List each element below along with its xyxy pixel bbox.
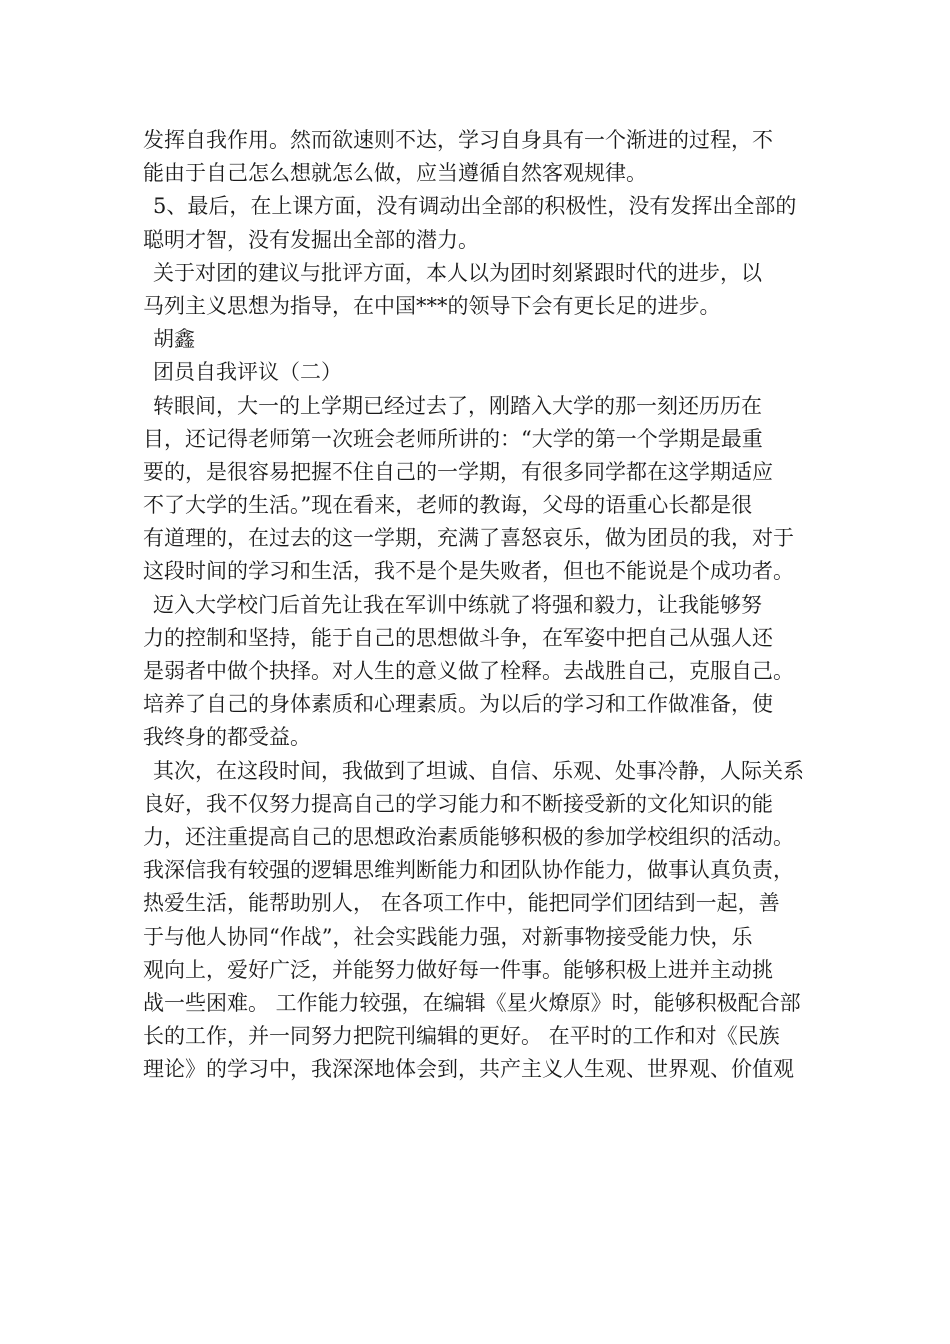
text-line: 马列主义思想为指导，在中国***的领导下会有更长足的进步。 (143, 293, 721, 318)
text-line: 力的控制和坚持，能于自己的思想做斗争，在军姿中把自己从强人还 (143, 625, 773, 650)
text-line: 不了大学的生活。”现在看来，老师的教诲，父母的语重心长都是很 (143, 493, 753, 518)
text-line: 长的工作，并一同努力把院刊编辑的更好。 在平时的工作和对《民族 (143, 1024, 780, 1049)
text-line: 培养了自己的身体素质和心理素质。为以后的学习和工作做准备，使 (143, 692, 773, 717)
text-line: 聪明才智，没有发掘出全部的潜力。 (143, 227, 479, 252)
text-line: 是弱者中做个抉择。对人生的意义做了栓释。去战胜自己，克服自己。 (143, 659, 794, 683)
text-line: 转眼间，大一的上学期已经过去了，刚踏入大学的那一刻还历历在 (153, 393, 762, 418)
document-body (143, 124, 823, 1086)
text-line: 理论》的学习中，我深深地体会到，共产主义人生观、世界观、价值观 (143, 1057, 794, 1082)
section-title: 团员自我评议（二） (153, 360, 342, 385)
text-line: 能由于自己怎么想就怎么做，应当遵循自然客观规律。 (143, 161, 647, 186)
text-line: 我深信我有较强的逻辑思维判断能力和团队协作能力，做事认真负责， (143, 858, 794, 883)
text-line: 发挥自我作用。然而欲速则不达，学习自身具有一个渐进的过程，不 (143, 128, 773, 152)
author-name: 胡鑫 (153, 327, 195, 352)
text-line: 迈入大学校门后首先让我在军训中练就了将强和毅力，让我能够努 (153, 592, 762, 617)
text-line: 目，还记得老师第一次班会老师所讲的：“大学的第一个学期是最重 (143, 426, 763, 451)
text-line: 热爱生活，能帮助别人， 在各项工作中，能把同学们团结到一起，善 (143, 891, 780, 916)
text-line: 我终身的都受益。 (143, 725, 311, 750)
text-line: 这段时间的学习和生活，我不是个是失败者，但也不能说是个成功者。 (143, 559, 794, 584)
text-line: 要的，是很容易把握不住自己的一学期，有很多同学都在这学期适应 (143, 459, 773, 484)
text-line: 关于对团的建议与批评方面，本人以为团时刻紧跟时代的进步，以 (153, 260, 762, 285)
text-line: 力，还注重提高自己的思想政治素质能够积极的参加学校组织的活动。 (143, 824, 794, 849)
text-line: 5、最后，在上课方面，没有调动出全部的积极性，没有发挥出全部的 (153, 194, 797, 219)
text-line: 有道理的，在过去的这一学期，充满了喜怒哀乐，做为团员的我，对于 (143, 526, 794, 551)
text-line: 于与他人协同“作战”，社会实践能力强，对新事物接受能力快，乐 (143, 924, 753, 949)
text-line: 良好，我不仅努力提高自己的学习能力和不断接受新的文化知识的能 (143, 791, 773, 816)
text-line: 观向上，爱好广泛，并能努力做好每一件事。能够积极上进并主动挑 (143, 957, 773, 982)
text-line: 其次，在这段时间，我做到了坦诚、自信、乐观、处事冷静，人际关系 (153, 758, 804, 783)
text-line: 战一些困难。 工作能力较强，在编辑《星火燎原》时，能够积极配合部 (143, 990, 801, 1015)
